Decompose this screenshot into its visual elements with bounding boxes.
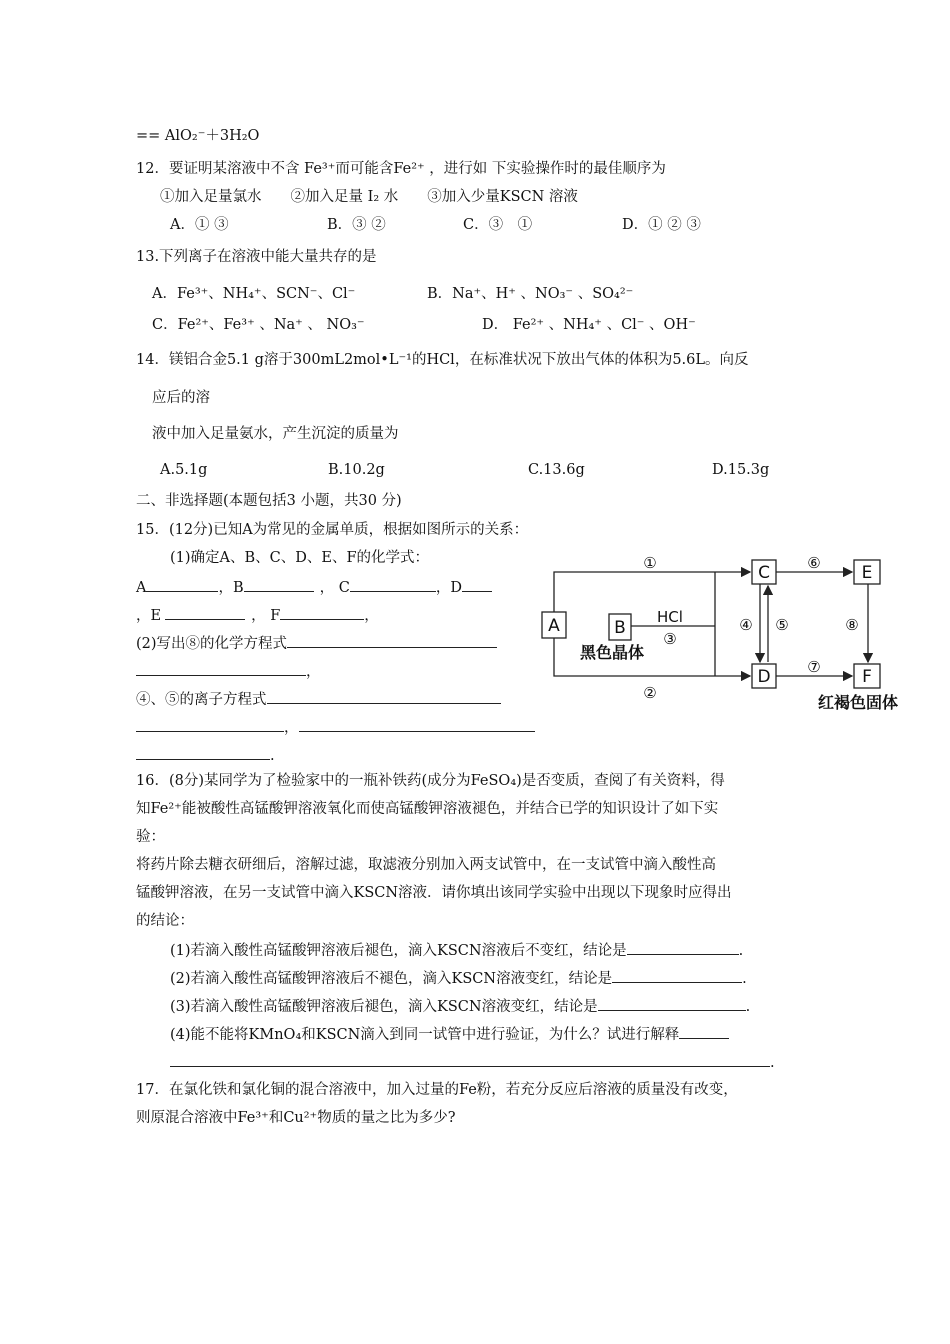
label-a: A (136, 580, 147, 596)
question-15-part3-cont2 (136, 745, 275, 765)
label-reaction-4: ④ (739, 616, 753, 634)
label-hcl: HCl (657, 608, 683, 626)
label-reaction-3: ③ (663, 630, 677, 648)
question-12-option-a: A．① ③ (170, 217, 229, 233)
blank-e[interactable] (165, 605, 245, 620)
period: . (770, 1055, 775, 1071)
label-red-brown-solid: 红褐色固体 (818, 693, 899, 712)
blank-conclusion-2[interactable] (612, 968, 742, 983)
question-15-part1: (1)确定A、B、C、D、E、F的化学式： (170, 550, 430, 566)
question-17-stem: 17．在氯化铁和氯化铜的混合溶液中，加入过量的Fe粉，若充分反应后溶液的质量没有改变， (136, 1082, 738, 1098)
label-b: ，B (218, 580, 244, 596)
label-reaction-5: ⑤ (775, 616, 789, 634)
label-reaction-1: ① (643, 554, 657, 572)
question-14-option-c: C.13.6g (528, 462, 585, 478)
section-2-heading: 二、非选择题(本题包括3 小题，共30 分) (136, 493, 402, 509)
equation-continuation: == AlO₂⁻＋3H₂O (136, 128, 260, 144)
question-12-stem: 12．要证明某溶液中不含 Fe³⁺而可能含Fe²⁺ ，进行如 下实验操作时的最佳顺序为 (136, 161, 666, 177)
question-15-blanks-row1 (136, 577, 492, 597)
question-16-part2 (170, 968, 747, 988)
blank-ionic-5-cont[interactable] (136, 745, 270, 760)
period: . (738, 943, 744, 959)
question-16-stem-cont2: 验： (136, 829, 165, 845)
blank-d[interactable] (462, 577, 492, 592)
period: . (745, 999, 751, 1015)
question-13-option-b: B．Na⁺、H⁺ 、NO₃⁻ 、SO₄²⁻ (427, 286, 634, 302)
blank-explanation[interactable] (679, 1024, 729, 1039)
label-f: ， F (251, 608, 281, 624)
node-b: B (614, 618, 626, 638)
question-12-operations: ①加入足量氯水 ②加入足量 I₂ 水 ③加入少量KSCN 溶液 (160, 189, 578, 205)
part3-label: ④、⑤的离子方程式 (136, 692, 267, 708)
question-16-part3 (170, 996, 750, 1016)
node-a: A (548, 616, 560, 636)
part2-text: (2)若滴入酸性高锰酸钾溶液后不褪色，滴入KSCN溶液变红，结论是 (170, 971, 613, 987)
node-d: D (757, 667, 771, 687)
label-c: ， C (319, 580, 350, 596)
blank-eq8[interactable] (287, 633, 497, 648)
comma: ， (364, 608, 379, 624)
question-13-stem: 13.下列离子在溶液中能大量共存的是 (136, 249, 377, 265)
question-15-part3-cont (136, 717, 535, 737)
question-13-option-d: D． Fe²⁺ 、NH₄⁺ 、Cl⁻ 、OH⁻ (482, 317, 696, 333)
question-16-part4 (170, 1024, 729, 1044)
question-14-option-b: B.10.2g (328, 462, 385, 478)
question-13-option-c: C．Fe²⁺、Fe³⁺ 、Na⁺ 、 NO₃⁻ (152, 317, 365, 333)
label-d: ，D (435, 580, 462, 596)
label-reaction-6: ⑥ (807, 554, 821, 572)
blank-f[interactable] (280, 605, 364, 620)
label-e: ，E (136, 608, 162, 624)
blank-ionic-4[interactable] (267, 689, 501, 704)
blank-conclusion-1[interactable] (627, 940, 739, 955)
period: . (270, 748, 275, 764)
question-12-option-c: C．③ ① (463, 217, 533, 233)
question-16-stem: 16．(8分)某同学为了检验家中的一瓶补铁药(成分为FeSO₄)是否变质，查阅了有关资料，得 (136, 773, 725, 789)
question-16-stem-cont3: 将药片除去糖衣研细后，溶解过滤，取滤液分别加入两支试管中，在一支试管中滴入酸性高 (136, 857, 716, 873)
question-12-option-d: D．① ② ③ (622, 217, 701, 233)
node-c: C (758, 563, 770, 583)
question-15-blanks-row2 (136, 605, 379, 625)
part4-text: (4)能不能将KMnO₄和KSCN滴入到同一试管中进行验证，为什么？试进行解释 (170, 1027, 680, 1043)
label-black-crystal: 黑色晶体 (580, 643, 645, 662)
question-15-part2-cont (136, 661, 321, 681)
part2-label: (2)写出⑧的化学方程式 (136, 636, 288, 652)
label-reaction-2: ② (643, 684, 657, 702)
question-16-part4-cont (170, 1052, 775, 1072)
part3-text: (3)若滴入酸性高锰酸钾溶液后褪色，滴入KSCN溶液变红，结论是 (170, 999, 598, 1015)
blank-b[interactable] (244, 577, 314, 592)
part1-text: (1)若滴入酸性高锰酸钾溶液后褪色，滴入KSCN溶液后不变红，结论是 (170, 943, 627, 959)
arrow-a-to-c (554, 572, 750, 612)
node-e: E (861, 563, 873, 583)
label-reaction-7: ⑦ (807, 658, 821, 676)
question-16-stem-cont4: 锰酸钾溶液，在另一支试管中滴入KSCN溶液．请你填出该同学实验中出现以下现象时应得出 (136, 885, 732, 901)
blank-explanation-cont[interactable] (170, 1052, 770, 1067)
question-14-option-a: A.5.1g (160, 462, 208, 478)
question-15-part2 (136, 633, 497, 653)
question-14-stem: 14．镁铝合金5.1 g溶于300mL2mol•L⁻¹的HCl，在标准状况下放出气体的体积为5.6L。向反 (136, 352, 749, 368)
question-13-option-a: A．Fe³⁺、NH₄⁺、SCN⁻、Cl⁻ (152, 286, 356, 302)
period: . (742, 971, 747, 987)
question-14-option-d: D.15.3g (712, 462, 770, 478)
question-16-stem-cont5: 的结论： (136, 913, 194, 929)
blank-a[interactable] (146, 577, 218, 592)
blank-eq8-cont[interactable] (136, 661, 306, 676)
question-12-option-b: B．③ ② (327, 217, 386, 233)
node-f: F (862, 667, 872, 687)
comma: ， (306, 664, 321, 680)
blank-c[interactable] (350, 577, 436, 592)
blank-ionic-5[interactable] (299, 717, 535, 732)
question-16-part1 (170, 940, 743, 960)
question-15-part3 (136, 689, 501, 709)
question-15-stem: 15．(12分)已知A为常见的金属单质，根据如图所示的关系： (136, 522, 529, 538)
comma: ， (284, 720, 299, 736)
question-14-stem-cont1: 应后的溶 (152, 390, 210, 406)
question-14-stem-cont2: 液中加入足量氨水，产生沉淀的质量为 (152, 426, 399, 442)
label-reaction-8: ⑧ (845, 616, 859, 634)
question-17-stem-cont: 则原混合溶液中Fe³⁺和Cu²⁺物质的量之比为多少? (136, 1110, 456, 1126)
blank-ionic-4-cont[interactable] (136, 717, 284, 732)
question-16-stem-cont1: 知Fe²⁺能被酸性高锰酸钾溶液氧化而使高锰酸钾溶液褪色，并结合已学的知识设计了如下实 (136, 801, 719, 817)
reaction-diagram (540, 548, 925, 723)
blank-conclusion-3[interactable] (598, 996, 746, 1011)
